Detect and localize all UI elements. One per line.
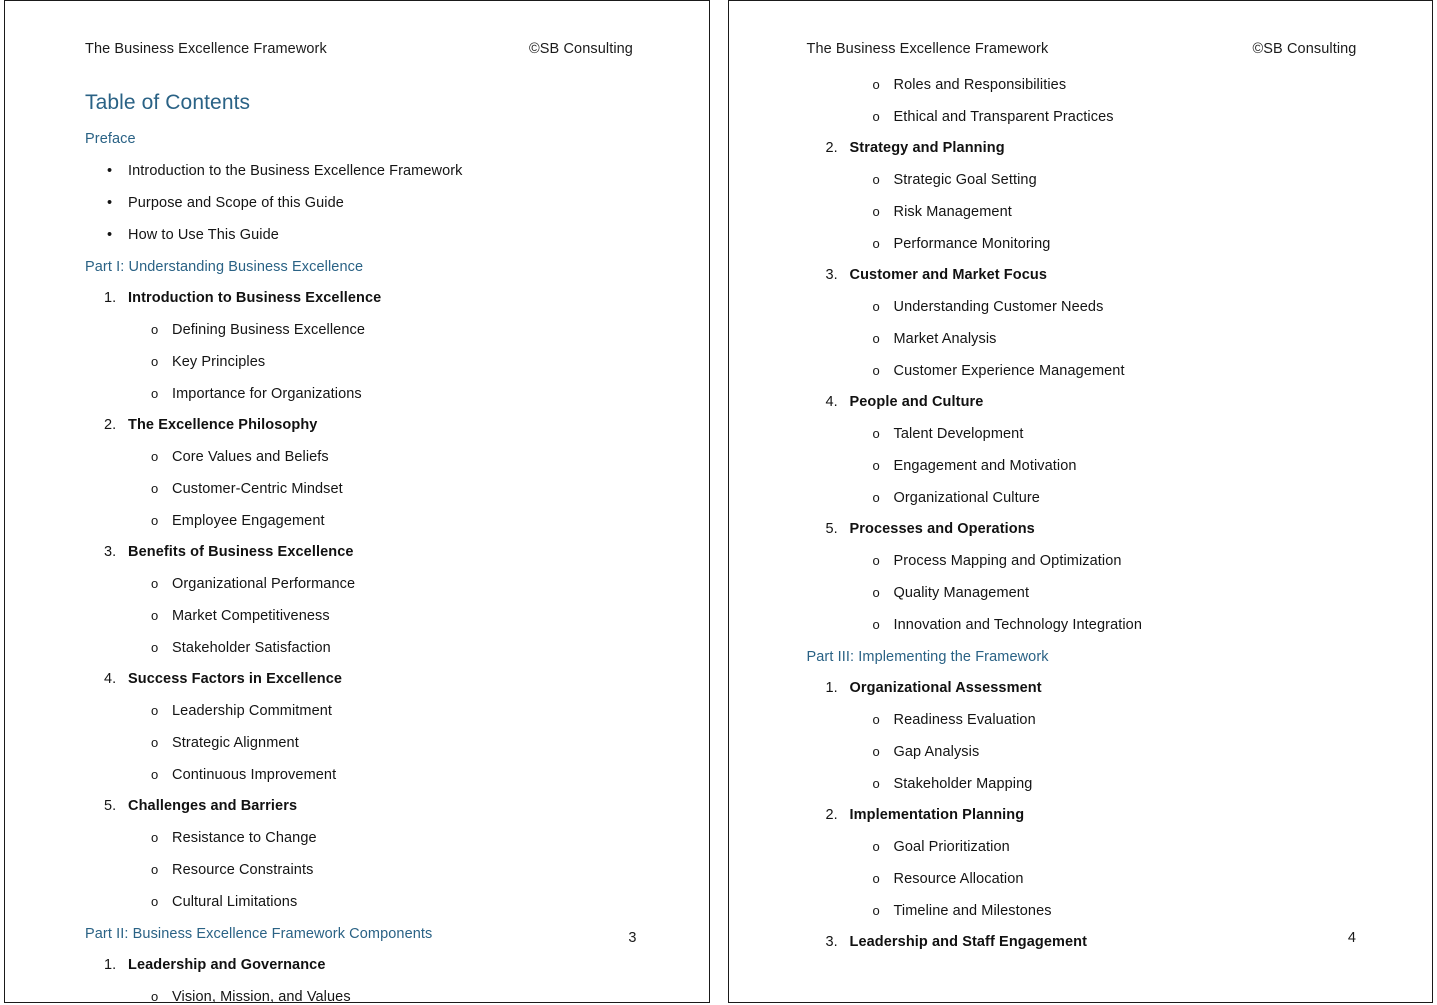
running-head-left xyxy=(85,41,679,61)
sub-bullet-icon: o xyxy=(151,989,159,1003)
sub-bullet-icon: o xyxy=(151,830,159,845)
sub-bullet-icon: o xyxy=(872,553,880,568)
sub-bullet-icon: o xyxy=(872,299,880,314)
sub-bullet-icon: o xyxy=(872,490,880,505)
toc-chapter-item[interactable] xyxy=(807,807,1403,823)
toc-topic-label: Goal Prioritization xyxy=(893,839,1010,855)
sub-bullet-icon: o xyxy=(151,481,159,496)
toc-body-right xyxy=(807,77,1403,950)
toc-chapter-label: The Excellence Philosophy xyxy=(128,417,318,433)
toc-chapter-item[interactable] xyxy=(807,267,1403,283)
sub-bullet-icon: o xyxy=(872,712,880,727)
toc-topic-label: Resistance to Change xyxy=(172,830,317,846)
chapter-number: 4. xyxy=(104,671,117,687)
chapter-number: 4. xyxy=(825,394,838,410)
toc-chapter-label: Leadership and Staff Engagement xyxy=(849,934,1088,950)
page-right-content xyxy=(729,1,1433,1002)
toc-topic-item[interactable] xyxy=(807,458,1403,474)
toc-topic-label: Timeline and Milestones xyxy=(893,903,1052,919)
running-head-title: The Business Excellence Framework xyxy=(85,41,327,57)
toc-chapter-label: Challenges and Barriers xyxy=(128,798,298,814)
toc-topic-item[interactable] xyxy=(85,830,679,846)
toc-chapter-label: Introduction to Business Excellence xyxy=(128,290,382,306)
toc-topic-item[interactable] xyxy=(85,862,679,878)
toc-topic-label: Gap Analysis xyxy=(893,744,980,760)
sub-bullet-icon: o xyxy=(151,862,159,877)
page-number-left: 3 xyxy=(628,930,637,946)
toc-topic-label: Leadership Commitment xyxy=(172,703,333,719)
toc-topic-item[interactable] xyxy=(85,322,679,338)
toc-bullet-label: Introduction to the Business Excellence Framework xyxy=(128,163,463,179)
toc-chapter-item[interactable] xyxy=(807,934,1403,950)
toc-topic-label: Importance for Organizations xyxy=(172,386,362,402)
toc-body-left xyxy=(85,131,679,1003)
toc-topic-item[interactable] xyxy=(807,236,1403,252)
sub-bullet-icon: o xyxy=(872,426,880,441)
toc-topic-item[interactable] xyxy=(807,109,1403,125)
chapter-number: 3. xyxy=(104,544,117,560)
toc-topic-label: Ethical and Transparent Practices xyxy=(893,109,1114,125)
toc-topic-item[interactable] xyxy=(807,204,1403,220)
sub-bullet-icon: o xyxy=(872,871,880,886)
page-right xyxy=(728,0,1434,1003)
toc-topic-item[interactable] xyxy=(85,894,679,910)
sub-bullet-icon: o xyxy=(872,903,880,918)
toc-topic-item[interactable] xyxy=(807,331,1403,347)
chapter-number: 1. xyxy=(104,290,117,306)
toc-topic-item[interactable] xyxy=(85,354,679,370)
toc-topic-item[interactable] xyxy=(85,481,679,497)
toc-topic-label: Talent Development xyxy=(893,426,1024,442)
toc-part-heading[interactable]: Preface xyxy=(85,131,136,147)
sub-bullet-icon: o xyxy=(872,77,880,92)
toc-topic-label: Customer-Centric Mindset xyxy=(172,481,343,497)
running-head-copyright: ©SB Consulting xyxy=(1252,41,1357,57)
toc-topic-label: Strategic Goal Setting xyxy=(893,172,1037,188)
sub-bullet-icon: o xyxy=(872,617,880,632)
toc-topic-label: Resource Constraints xyxy=(172,862,314,878)
toc-topic-label: Stakeholder Mapping xyxy=(893,776,1033,792)
toc-topic-label: Risk Management xyxy=(893,204,1012,220)
toc-topic-item[interactable] xyxy=(85,640,679,656)
sub-bullet-icon: o xyxy=(872,458,880,473)
toc-topic-item[interactable] xyxy=(807,871,1403,887)
toc-topic-label: Market Competitiveness xyxy=(172,608,330,624)
sub-bullet-icon: o xyxy=(151,608,159,623)
toc-topic-label: Key Principles xyxy=(172,354,266,370)
toc-bullet-list xyxy=(85,163,679,243)
toc-chapter-label: Processes and Operations xyxy=(849,521,1035,537)
sub-bullet-icon: o xyxy=(872,172,880,187)
toc-topic-item[interactable] xyxy=(807,776,1403,792)
sub-bullet-icon: o xyxy=(872,744,880,759)
toc-topic-label: Roles and Responsibilities xyxy=(893,77,1067,93)
toc-chapter-label: Benefits of Business Excellence xyxy=(128,544,354,560)
toc-topic-item[interactable] xyxy=(807,744,1403,760)
sub-bullet-icon: o xyxy=(872,331,880,346)
toc-bullet-item[interactable] xyxy=(85,195,679,211)
toc-topic-item[interactable] xyxy=(85,608,679,624)
toc-chapter-label: People and Culture xyxy=(849,394,984,410)
toc-topic-item[interactable] xyxy=(807,617,1403,633)
toc-topic-item[interactable] xyxy=(807,426,1403,442)
toc-topic-item[interactable] xyxy=(807,299,1403,315)
page-left xyxy=(4,0,710,1003)
sub-bullet-icon: o xyxy=(151,449,159,464)
toc-topic-item[interactable] xyxy=(807,77,1403,93)
toc-chapter-label: Leadership and Governance xyxy=(128,957,326,973)
toc-topic-item[interactable] xyxy=(807,553,1403,569)
running-head-title: The Business Excellence Framework xyxy=(806,41,1049,57)
toc-topic-label: Defining Business Excellence xyxy=(172,322,366,338)
toc-topic-label: Customer Experience Management xyxy=(893,363,1125,379)
sub-bullet-icon: o xyxy=(872,839,880,854)
toc-topic-item[interactable] xyxy=(807,363,1403,379)
toc-topic-label: Strategic Alignment xyxy=(172,735,299,751)
chapter-number: 1. xyxy=(104,957,117,973)
toc-topic-item[interactable] xyxy=(85,576,679,592)
toc-chapter-label: Customer and Market Focus xyxy=(849,267,1047,283)
toc-topic-label: Organizational Culture xyxy=(893,490,1040,506)
toc-topic-item[interactable] xyxy=(85,703,679,719)
toc-topic-item[interactable] xyxy=(807,490,1403,506)
sub-bullet-icon: o xyxy=(151,322,159,337)
toc-chapter-label: Implementation Planning xyxy=(849,807,1025,823)
toc-topic-label: Stakeholder Satisfaction xyxy=(172,640,331,656)
toc-topic-label: Core Values and Beliefs xyxy=(172,449,329,465)
toc-chapter-item[interactable] xyxy=(807,680,1403,696)
toc-topic-item[interactable] xyxy=(807,839,1403,855)
toc-chapter-label: Strategy and Planning xyxy=(849,140,1005,156)
toc-chapter-label: Success Factors in Excellence xyxy=(128,671,343,687)
sub-bullet-icon: o xyxy=(872,776,880,791)
page-left-content xyxy=(5,1,709,1002)
sub-bullet-icon: o xyxy=(151,354,159,369)
running-head-copyright: ©SB Consulting xyxy=(529,41,633,57)
toc-chapter-item[interactable] xyxy=(85,544,679,560)
toc-topic-item[interactable] xyxy=(807,712,1403,728)
sub-bullet-icon: o xyxy=(151,513,159,528)
chapter-number: 5. xyxy=(825,521,838,537)
toc-part-heading[interactable]: Part I: Understanding Business Excellence xyxy=(85,259,364,275)
chapter-number: 2. xyxy=(825,140,838,156)
toc-topic-label: Market Analysis xyxy=(893,331,997,347)
toc-topic-label: Innovation and Technology Integration xyxy=(893,617,1143,633)
sub-bullet-icon: o xyxy=(151,703,159,718)
sub-bullet-icon: o xyxy=(151,767,159,782)
sub-bullet-icon: o xyxy=(872,204,880,219)
toc-topic-label: Engagement and Motivation xyxy=(893,458,1077,474)
toc-topic-label: Vision, Mission, and Values xyxy=(172,989,351,1003)
toc-bullet-label: How to Use This Guide xyxy=(128,227,279,243)
page-number-right: 4 xyxy=(1347,930,1356,946)
toc-topic-label: Resource Allocation xyxy=(893,871,1024,887)
toc-topic-label: Process Mapping and Optimization xyxy=(893,553,1122,569)
toc-topic-item[interactable] xyxy=(85,449,679,465)
running-head-right xyxy=(807,41,1403,61)
sub-bullet-icon: o xyxy=(872,109,880,124)
toc-chapter-item[interactable] xyxy=(807,140,1403,156)
toc-topic-item[interactable] xyxy=(85,513,679,529)
page-title: Table of Contents xyxy=(85,91,251,114)
toc-topic-item[interactable] xyxy=(85,386,679,402)
sub-bullet-icon: o xyxy=(151,894,159,909)
toc-topic-label: Continuous Improvement xyxy=(172,767,337,783)
toc-bullet-item[interactable] xyxy=(85,163,679,179)
chapter-number: 3. xyxy=(825,934,838,950)
toc-topic-label: Readiness Evaluation xyxy=(893,712,1036,728)
toc-chapter-item[interactable] xyxy=(85,798,679,814)
toc-topic-label: Performance Monitoring xyxy=(893,236,1051,252)
chapter-number: 3. xyxy=(825,267,838,283)
toc-topic-item[interactable] xyxy=(807,903,1403,919)
bullet-icon: • xyxy=(107,163,113,179)
sub-bullet-icon: o xyxy=(872,585,880,600)
toc-part-heading[interactable]: Part III: Implementing the Framework xyxy=(806,649,1049,665)
toc-topic-item[interactable] xyxy=(85,989,679,1003)
toc-part-heading[interactable]: Part II: Business Excellence Framework Components xyxy=(85,926,433,942)
toc-chapter-item[interactable] xyxy=(807,521,1403,537)
toc-topic-item[interactable] xyxy=(807,585,1403,601)
toc-topic-label: Employee Engagement xyxy=(172,513,325,529)
toc-topic-item[interactable] xyxy=(85,735,679,751)
chapter-number: 1. xyxy=(825,680,838,696)
toc-chapter-item[interactable] xyxy=(85,671,679,687)
toc-topic-item[interactable] xyxy=(807,172,1403,188)
sub-bullet-icon: o xyxy=(151,640,159,655)
toc-chapter-item[interactable] xyxy=(85,957,679,973)
toc-topic-label: Understanding Customer Needs xyxy=(893,299,1104,315)
toc-chapter-item[interactable] xyxy=(807,394,1403,410)
sub-bullet-icon: o xyxy=(151,576,159,591)
sub-bullet-icon: o xyxy=(151,386,159,401)
chapter-number: 5. xyxy=(104,798,117,814)
toc-chapter-item[interactable] xyxy=(85,290,679,306)
toc-bullet-label: Purpose and Scope of this Guide xyxy=(128,195,344,211)
sub-bullet-icon: o xyxy=(872,236,880,251)
sub-bullet-icon: o xyxy=(151,735,159,750)
toc-chapter-label: Organizational Assessment xyxy=(849,680,1042,696)
toc-topic-label: Cultural Limitations xyxy=(172,894,298,910)
chapter-number: 2. xyxy=(825,807,838,823)
chapter-number: 2. xyxy=(104,417,117,433)
bullet-icon: • xyxy=(107,195,113,211)
toc-topic-label: Organizational Performance xyxy=(172,576,356,592)
toc-chapter-item[interactable] xyxy=(85,417,679,433)
toc-bullet-item[interactable] xyxy=(85,227,679,243)
toc-topic-item[interactable] xyxy=(85,767,679,783)
sub-bullet-icon: o xyxy=(872,363,880,378)
bullet-icon: • xyxy=(107,227,113,243)
toc-topic-label: Quality Management xyxy=(893,585,1030,601)
